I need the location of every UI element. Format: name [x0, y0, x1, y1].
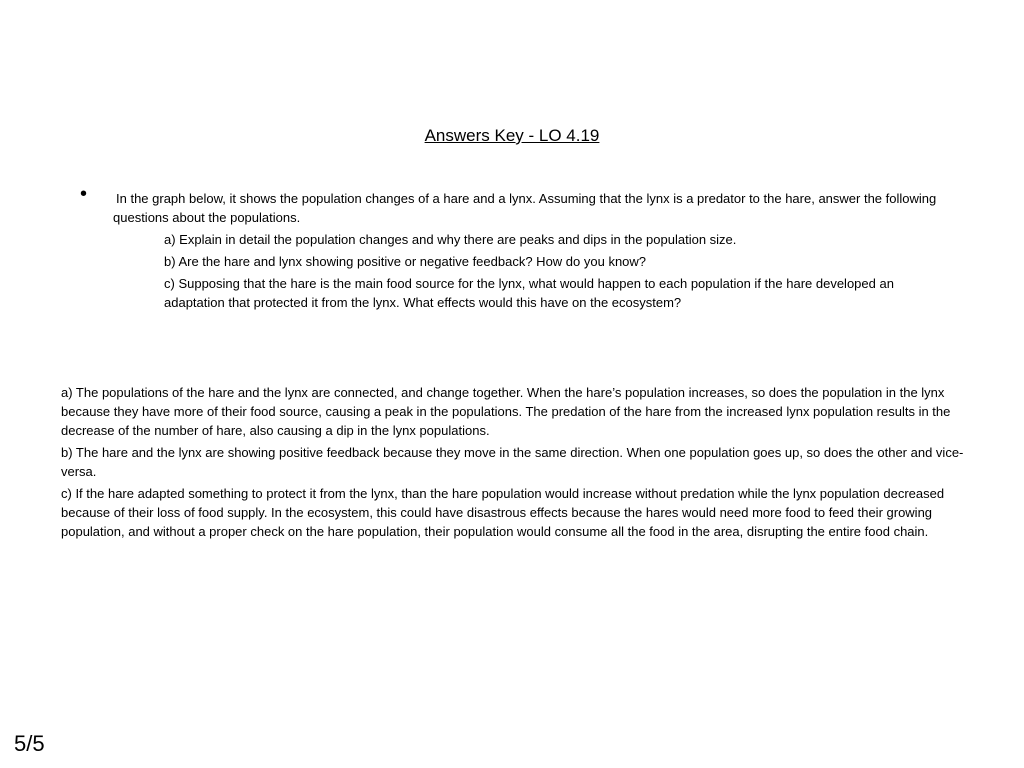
question-block [113, 189, 953, 315]
answer-c: c) If the hare adapted something to protect it from the lynx, than the hare population would increase without predation while the lynx population decreased because of their loss of food supply. In the ecosystem, this could have disastrous effects because the hares would need more food to feed their growing population, and without a proper check on the hare population, their population would consume all the food in the area, disrupting the entire food chain. [61, 486, 945, 539]
slide-title: Answers Key - LO 4.19 [424, 126, 600, 145]
question-intro: In the graph below, it shows the population changes of a hare and a lynx. Assuming that the lynx is a predator to the hare, answer the following questions about the populations. [113, 191, 937, 225]
answer-b: b) The hare and the lynx are showing positive feedback because they move in the same direction. When one population goes up, so does the other and vice-versa. [61, 445, 964, 479]
question-part-b: b) Are the hare and lynx showing positive or negative feedback? How do you know? [164, 254, 647, 269]
bullet-icon: • [80, 183, 88, 205]
question-part-a: a) Explain in detail the population changes and why there are peaks and dips in the population size. [164, 232, 737, 247]
question-part-c: c) Supposing that the hare is the main food source for the lynx, what would happen to each population if the hare developed an adaptation that protected it from the lynx. What effects would this have on the ecosystem? [164, 276, 894, 310]
answers-block [61, 383, 966, 544]
answer-a: a) The populations of the hare and the lynx are connected, and change together. When the hare’s population increases, so does the population in the lynx because they have more of their food source, causing a peak in the populations. The predation of the hare from the increased lynx population results in the decrease of the number of hare, also causing a dip in the lynx populations. [61, 385, 951, 438]
page-number: 5/5 [14, 731, 45, 756]
